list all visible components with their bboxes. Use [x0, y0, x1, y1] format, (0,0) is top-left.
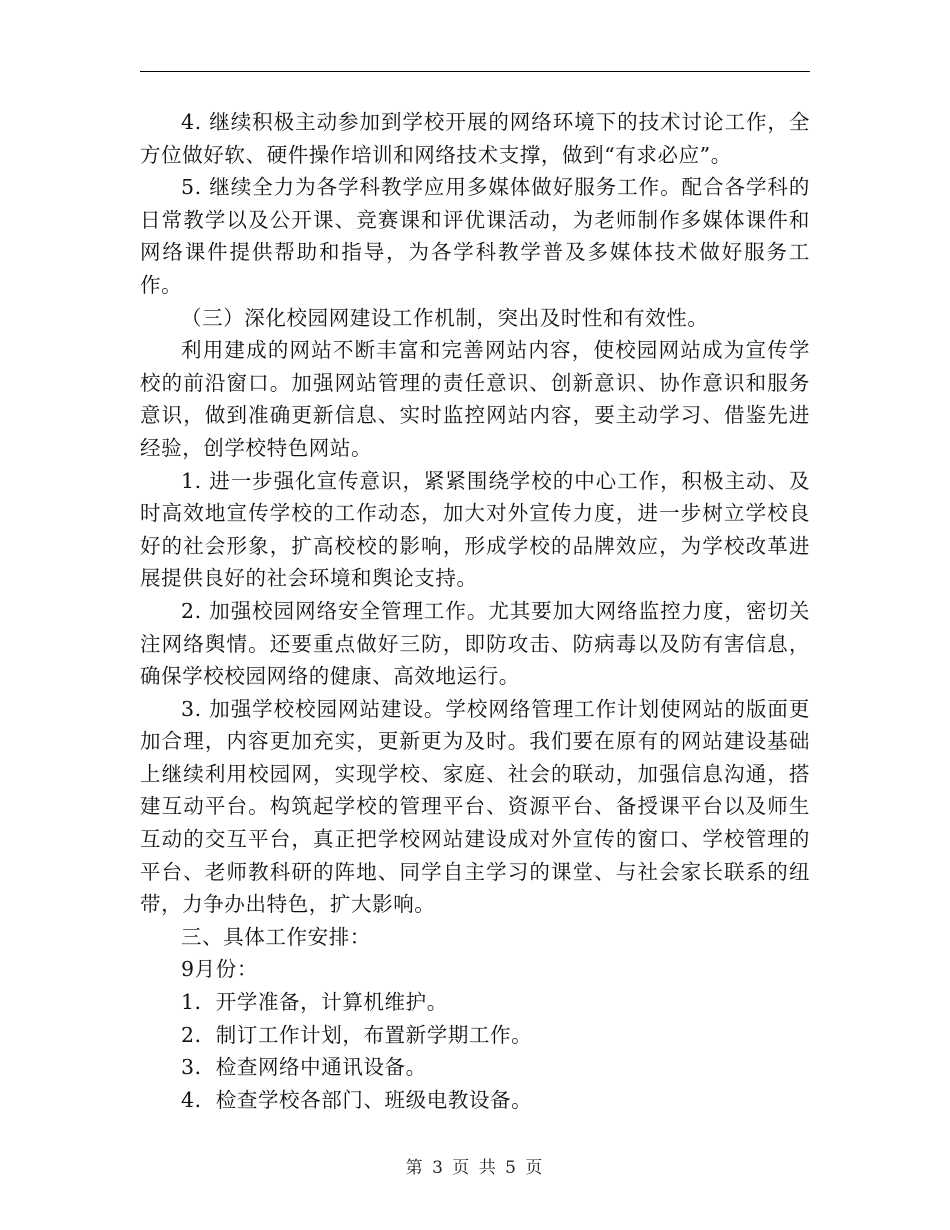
section-heading-3: （三）深化校园网建设工作机制，突出及时性和有效性。 [181, 305, 709, 330]
section-heading-schedule: 三、具体工作安排： [181, 924, 371, 949]
page-number-footer: 第 3 页 共 5 页 [405, 1158, 545, 1178]
paragraph-network-security: 2. 加强校园网络安全管理工作。尤其要加大网络监控力度，密切关注网络舆情。还要重点做好三防，即防攻击、防病毒以及防有害信息，确保学校校园网络的健康、高效地运行。 [140, 598, 810, 689]
document-body [140, 106, 810, 1116]
paragraph-website-intro: 利用建成的网站不断丰富和完善网站内容，使校园网站成为宣传学校的前沿窗口。加强网站管理的责任意识、创新意识、协作意识和服务意识，做到准确更新信息、实时监控网站内容，要主动学习、借鉴先进经验，创学校特色网站。 [140, 338, 810, 460]
header-rule [140, 71, 810, 72]
schedule-item-4: 4．检查学校各部门、班级电教设备。 [181, 1087, 533, 1112]
paragraph-publicity: 1. 进一步强化宣传意识，紧紧围绕学校的中心工作，积极主动、及时高效地宣传学校的工作动态，加大对外宣传力度，进一步树立学校良好的社会形象，扩高校校的影响，形成学校的品牌效应，为学校改革进展提供良好的社会环境和舆论支持。 [140, 468, 810, 591]
paragraph-item-4: 4. 继续积极主动参加到学校开展的网络环境下的技术讨论工作，全方位做好软、硬件操作培训和网络技术支撑，做到“有求必应”。 [140, 110, 810, 167]
schedule-item-2: 2．制订工作计划，布置新学期工作。 [181, 1022, 533, 1047]
month-heading-september: 9月份： [181, 957, 258, 982]
paragraph-website-construction: 3. 加强学校校园网站建设。学校网络管理工作计划使网站的版面更加合理，内容更加充实，更新更为及时。我们要在原有的网站建设基础上继续利用校园网，实现学校、家庭、社会的联动，加强信息沟通，搭建互动平台。构筑起学校的管理平台、资源平台、备授课平台以及师生互动的交互平台，真正把学校网站建设成对外宣传的窗口、学校管理的平台、老师教科研的阵地、同学自主学习的课堂、与社会家长联系的纽带，力争办出特色，扩大影响。 [140, 696, 810, 917]
schedule-item-3: 3．检查网络中通讯设备。 [181, 1055, 427, 1080]
paragraph-item-5: 5. 继续全力为各学科教学应用多媒体做好服务工作。配合各学科的日常教学以及公开课、竞赛课和评优课活动，为老师制作多媒体课件和网络课件提供帮助和指导，为各学科教学普及多媒体技术做好服务工作。 [140, 175, 810, 297]
schedule-item-1: 1．开学准备，计算机维护。 [181, 990, 448, 1015]
